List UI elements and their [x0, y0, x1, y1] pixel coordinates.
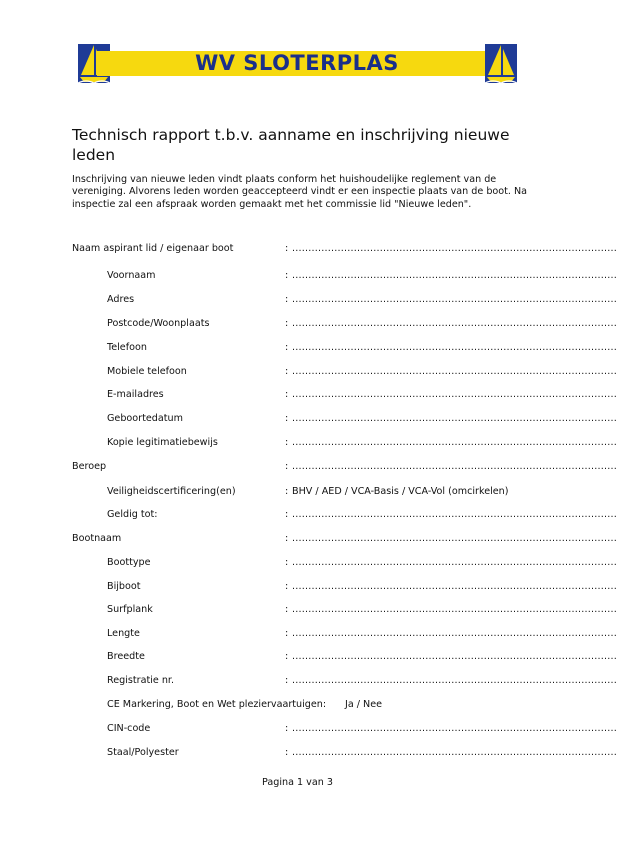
form-row [72, 460, 617, 474]
intro-paragraph: Inschrijving van nieuwe leden vindt plaats conform het huishoudelijke reglement van de vereniging. Alvorens leden worden geaccepteerd vindt er een inspectie plaats van de boot. Na inspectie zal een afspraak worden gemaakt met het commissie lid "Nieuwe leden". [72, 174, 528, 210]
fill-in-line[interactable]: .................................................................................................... [292, 318, 617, 329]
fill-in-line[interactable]: .................................................................................................... [292, 294, 617, 305]
form-row [72, 722, 617, 736]
ce-marking-label: CE Markering, Boot en Wet pleziervaartuigen: [107, 699, 327, 710]
field-label: Adres [107, 294, 135, 305]
fill-in-line[interactable]: .................................................................................................... [292, 581, 617, 592]
ce-marking-choice[interactable]: Ja / Nee [345, 699, 383, 710]
fill-in-line[interactable]: .................................................................................................... [292, 675, 617, 686]
field-colon: : [285, 486, 289, 497]
field-label: Boottype [107, 557, 151, 568]
form-row [72, 293, 617, 307]
field-label: Naam aspirant lid / eigenaar boot [72, 243, 234, 254]
form-row [72, 627, 617, 641]
field-colon: : [285, 270, 289, 281]
form-row [72, 341, 617, 355]
form-row [72, 532, 617, 546]
field-colon: : [285, 437, 289, 448]
form-row [72, 580, 617, 594]
field-label: Bijboot [107, 581, 141, 592]
field-colon: : [285, 651, 289, 662]
fill-in-line[interactable]: .................................................................................................... [292, 557, 617, 568]
field-colon: : [285, 461, 289, 472]
fill-in-line[interactable]: .................................................................................................... [292, 437, 617, 448]
fill-in-line[interactable]: .................................................................................................... [292, 604, 617, 615]
field-label: Geldig tot: [107, 509, 158, 520]
club-banner [75, 41, 520, 86]
fill-in-line[interactable]: .................................................................................................... [292, 389, 617, 400]
field-colon: : [285, 723, 289, 734]
page-number: Pagina 1 van 3 [262, 777, 333, 788]
field-colon: : [285, 604, 289, 615]
field-value[interactable]: BHV / AED / VCA-Basis / VCA-Vol (omcirkelen) [292, 486, 509, 497]
field-label: Veiligheidscertificering(en) [107, 486, 236, 497]
field-label: Kopie legitimatiebewijs [107, 437, 218, 448]
field-colon: : [285, 628, 289, 639]
field-colon: : [285, 294, 289, 305]
sailboat-emblem-icon [482, 41, 520, 86]
fill-in-line[interactable]: .................................................................................................... [292, 270, 617, 281]
field-colon: : [285, 389, 289, 400]
field-colon: : [285, 533, 289, 544]
field-label: Lengte [107, 628, 140, 639]
fill-in-line[interactable]: .................................................................................................... [292, 509, 617, 520]
fill-in-line[interactable]: .................................................................................................... [292, 413, 617, 424]
fill-in-line[interactable]: .................................................................................................... [292, 366, 617, 377]
field-label: Beroep [72, 461, 107, 472]
field-label: Staal/Polyester [107, 747, 179, 758]
field-colon: : [285, 318, 289, 329]
field-label: Postcode/Woonplaats [107, 318, 210, 329]
form-row [72, 485, 532, 499]
form-row [72, 412, 617, 426]
fill-in-line[interactable]: .................................................................................................... [292, 533, 617, 544]
field-label: Voornaam [107, 270, 156, 281]
field-label: Geboortedatum [107, 413, 183, 424]
field-colon: : [285, 413, 289, 424]
field-label: Surfplank [107, 604, 153, 615]
club-name: WV SLOTERPLAS [195, 51, 399, 75]
form-row [72, 603, 617, 617]
fill-in-line[interactable]: .................................................................................................... [292, 747, 617, 758]
fill-in-line[interactable]: .................................................................................................... [292, 651, 617, 662]
form-row [72, 556, 617, 570]
fill-in-line[interactable]: .................................................................................................... [292, 243, 617, 254]
field-colon: : [285, 366, 289, 377]
fill-in-line[interactable]: .................................................................................................... [292, 461, 617, 472]
form-row [72, 388, 617, 402]
form-row [72, 746, 617, 760]
form-row [72, 242, 617, 256]
field-label: CIN-code [107, 723, 151, 734]
field-colon: : [285, 675, 289, 686]
field-label: Mobiele telefoon [107, 366, 187, 377]
form-row [72, 436, 617, 450]
form-row [72, 317, 617, 331]
field-label: E-mailadres [107, 389, 164, 400]
field-colon: : [285, 509, 289, 520]
field-colon: : [285, 557, 289, 568]
field-label: Telefoon [107, 342, 147, 353]
fill-in-line[interactable]: .................................................................................................... [292, 628, 617, 639]
form-row [72, 365, 617, 379]
fill-in-line[interactable]: .................................................................................................... [292, 342, 617, 353]
field-colon: : [285, 581, 289, 592]
field-label: Registratie nr. [107, 675, 175, 686]
document-title: Technisch rapport t.b.v. aanname en inschrijving nieuwe leden [72, 126, 510, 164]
field-colon: : [285, 747, 289, 758]
field-label: Breedte [107, 651, 145, 662]
form-row [72, 650, 617, 664]
form-row [72, 674, 617, 688]
field-colon: : [285, 342, 289, 353]
form-row [72, 508, 617, 522]
form-row [72, 269, 617, 283]
ce-marking-row [107, 698, 383, 712]
field-colon: : [285, 243, 289, 254]
field-label: Bootnaam [72, 533, 122, 544]
fill-in-line[interactable]: .................................................................................................... [292, 723, 617, 734]
